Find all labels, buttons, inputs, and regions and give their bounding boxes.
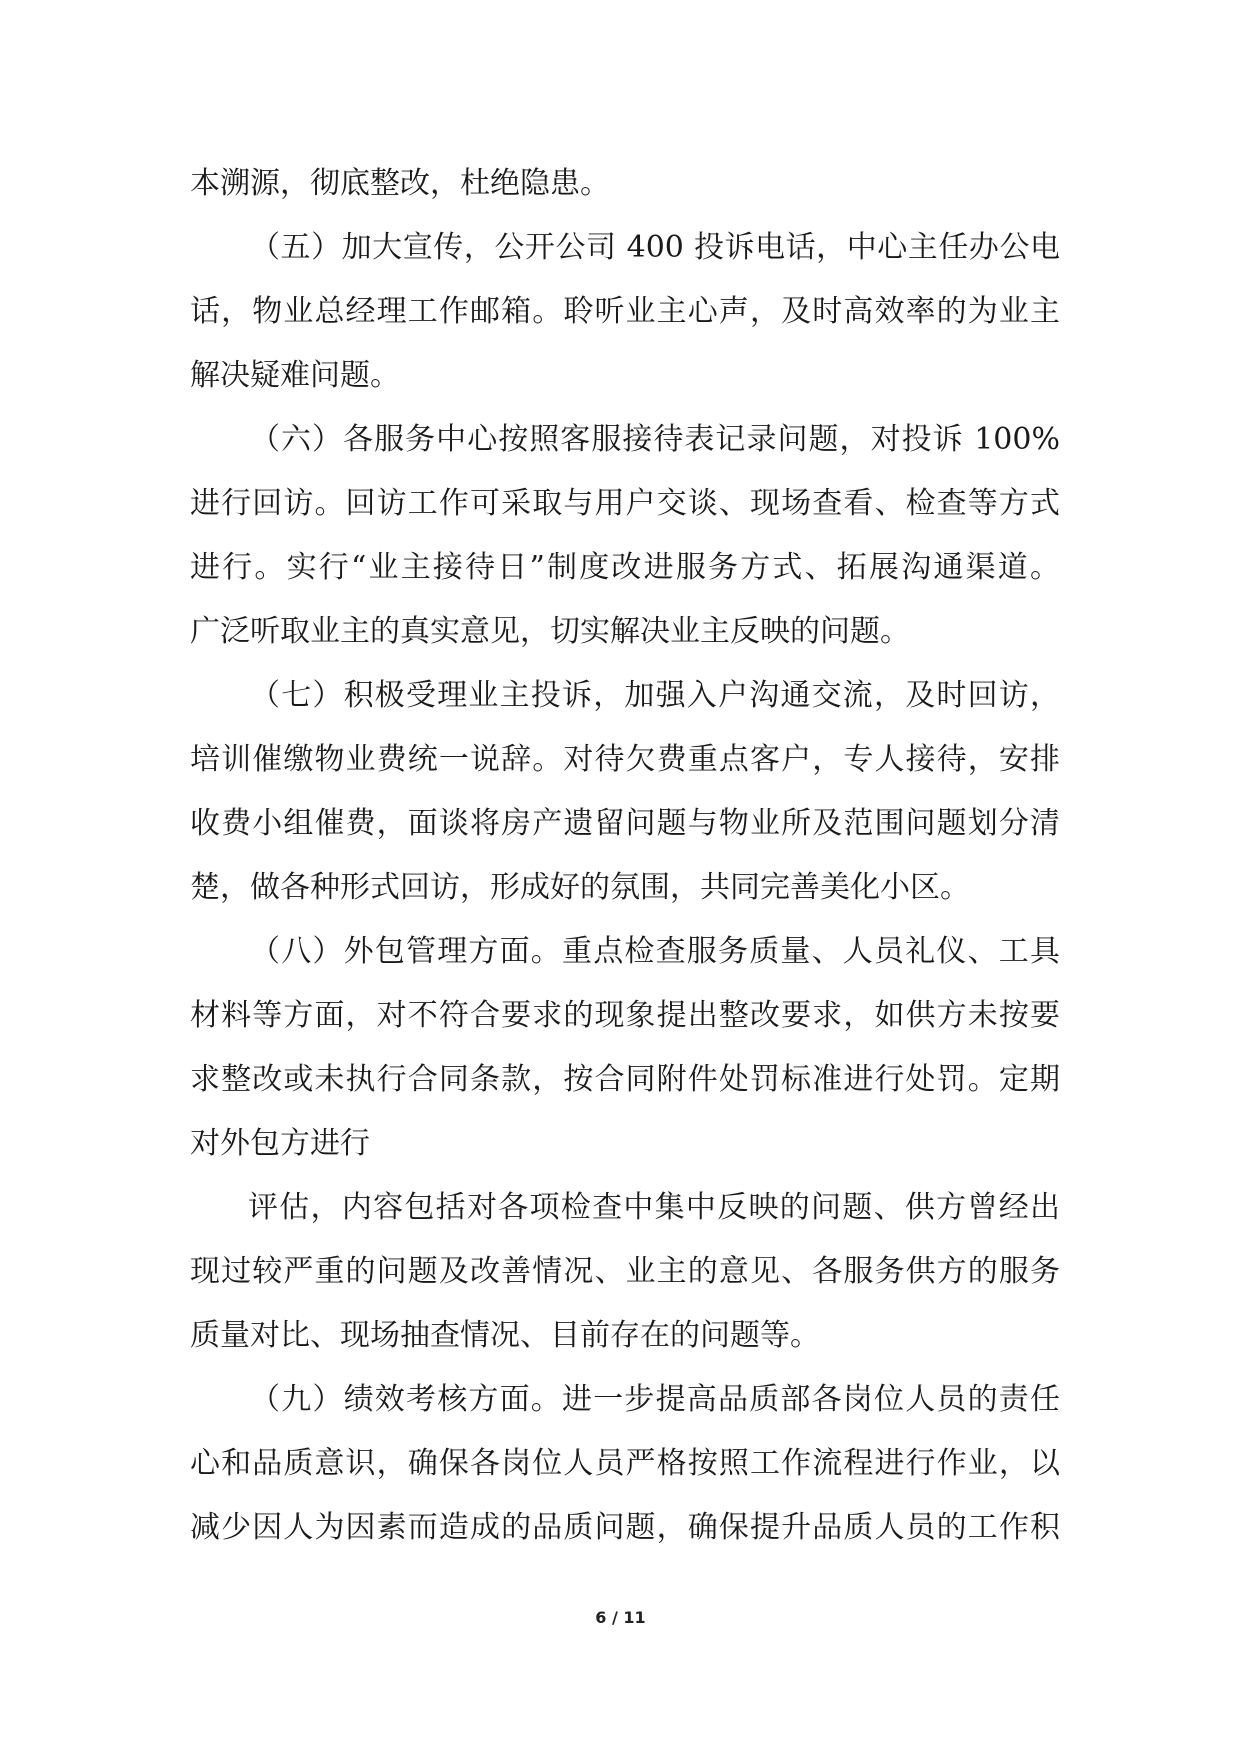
- paragraph-6-line-1: （六）各服务中心按照客服接待表记录问题，对投诉 100%: [250, 422, 1060, 457]
- page-number: 6 / 11: [595, 1608, 646, 1627]
- text-line: 质量对比、现场抽查情况、目前存在的问题等。: [190, 1318, 820, 1353]
- text-line: 话，物业总经理工作邮箱。聆听业主心声，及时高效率的为业主: [190, 294, 1060, 329]
- paragraph-evaluation-line-1: 评估，内容包括对各项检查中集中反映的问题、供方曾经出: [248, 1190, 1060, 1225]
- text-line: 解决疑难问题。: [190, 358, 400, 393]
- text-line: 收费小组催费，面谈将房产遗留问题与物业所及范围问题划分清: [190, 806, 1060, 841]
- text-line: 广泛听取业主的真实意见，切实解决业主反映的问题。: [190, 614, 910, 649]
- text-line: 现过较严重的问题及改善情况、业主的意见、各服务供方的服务: [190, 1254, 1060, 1289]
- text-line: 材料等方面，对不符合要求的现象提出整改要求，如供方未按要: [190, 998, 1060, 1033]
- paragraph-7-line-1: （七）积极受理业主投诉，加强入户沟通交流，及时回访，: [250, 678, 1060, 713]
- text-line: 减少因人为因素而造成的品质问题，确保提升品质人员的工作积: [190, 1510, 1060, 1545]
- text-line: 进行回访。回访工作可采取与用户交谈、现场查看、检查等方式: [190, 486, 1060, 521]
- text-line: 进行。实行“业主接待日”制度改进服务方式、拓展沟通渠道。: [190, 550, 1060, 585]
- paragraph-8-line-1: （八）外包管理方面。重点检查服务质量、人员礼仪、工具: [250, 934, 1060, 969]
- paragraph-9-line-1: （九）绩效考核方面。进一步提高品质部各岗位人员的责任: [250, 1382, 1060, 1417]
- text-line: 楚，做各种形式回访，形成好的氛围，共同完善美化小区。: [190, 870, 970, 905]
- text-line: 培训催缴物业费统一说辞。对待欠费重点客户，专人接待，安排: [190, 742, 1060, 777]
- paragraph-5-line-1: （五）加大宣传，公开公司 400 投诉电话，中心主任办公电: [250, 230, 1060, 265]
- text-line: 对外包方进行: [190, 1126, 370, 1161]
- text-line: 求整改或未执行合同条款，按合同附件处罚标准进行处罚。定期: [190, 1062, 1060, 1097]
- text-body: [190, 152, 1060, 1560]
- text-line: 心和品质意识，确保各岗位人员严格按照工作流程进行作业，以: [190, 1446, 1060, 1481]
- text-line: 本溯源，彻底整改，杜绝隐患。: [190, 166, 610, 201]
